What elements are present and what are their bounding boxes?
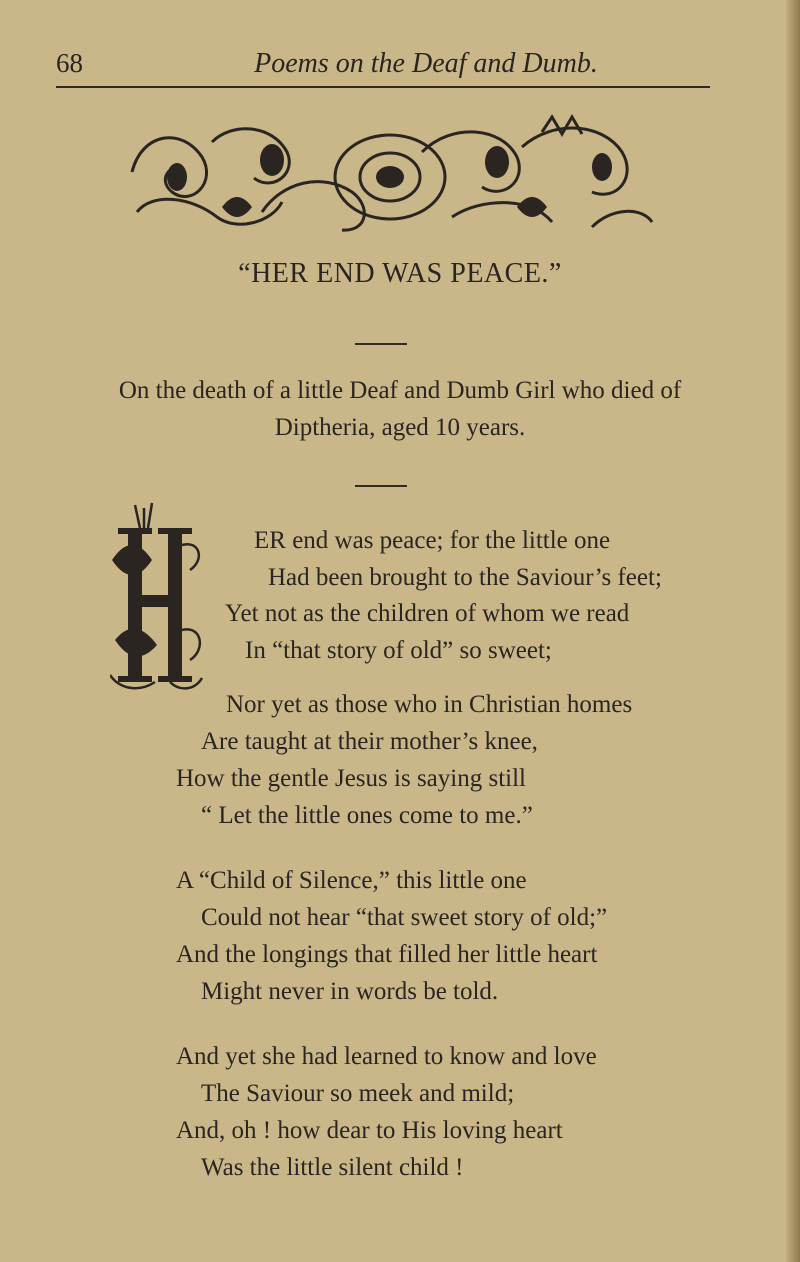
poem-line: Had been brought to the Saviour’s feet;	[268, 564, 662, 591]
decorative-headpiece-ornament	[122, 112, 658, 242]
poem-line: How the gentle Jesus is saying still	[176, 765, 526, 792]
poem-line: Might never in words be told.	[201, 978, 499, 1005]
poem-line: The Saviour so meek and mild;	[201, 1080, 515, 1107]
poem-line: A “Child of Silence,” this little one	[176, 867, 527, 894]
subtitle-line: On the death of a little Deaf and Dumb Girl who died of	[118, 377, 682, 404]
poem-line: And the longings that filled her little heart	[176, 941, 598, 968]
poem-line: And yet she had learned to know and love	[176, 1043, 597, 1070]
poem-line: Could not hear “that sweet story of old;”	[201, 904, 608, 931]
subtitle-line: Diptheria, aged 10 years.	[274, 414, 526, 441]
page-number: 68	[56, 48, 83, 78]
poem-line: Was the little silent child !	[201, 1154, 464, 1181]
poem-line: And, oh ! how dear to His loving heart	[176, 1117, 563, 1144]
poem-line: Yet not as the children of whom we read	[225, 600, 630, 627]
subtitle-rule	[355, 485, 407, 487]
poem-line: Are taught at their mother’s knee,	[201, 728, 538, 755]
running-title: Poems on the Deaf and Dumb.	[254, 48, 598, 79]
page-header	[56, 48, 712, 88]
title-rule	[355, 343, 407, 345]
poem-line: Nor yet as those who in Christian homes	[226, 691, 633, 718]
poem-subtitle	[40, 372, 760, 446]
poem-line: ER end was peace; for the little one	[254, 527, 611, 554]
header-rule	[56, 86, 710, 88]
page-edge	[786, 0, 800, 1262]
poem-line: In “that story of old” so sweet;	[245, 637, 552, 664]
ornamental-drop-cap	[110, 500, 210, 695]
poem-line: “ Let the little ones come to me.”	[201, 802, 533, 829]
poem-title: “HER END WAS PEACE.”	[238, 258, 562, 289]
